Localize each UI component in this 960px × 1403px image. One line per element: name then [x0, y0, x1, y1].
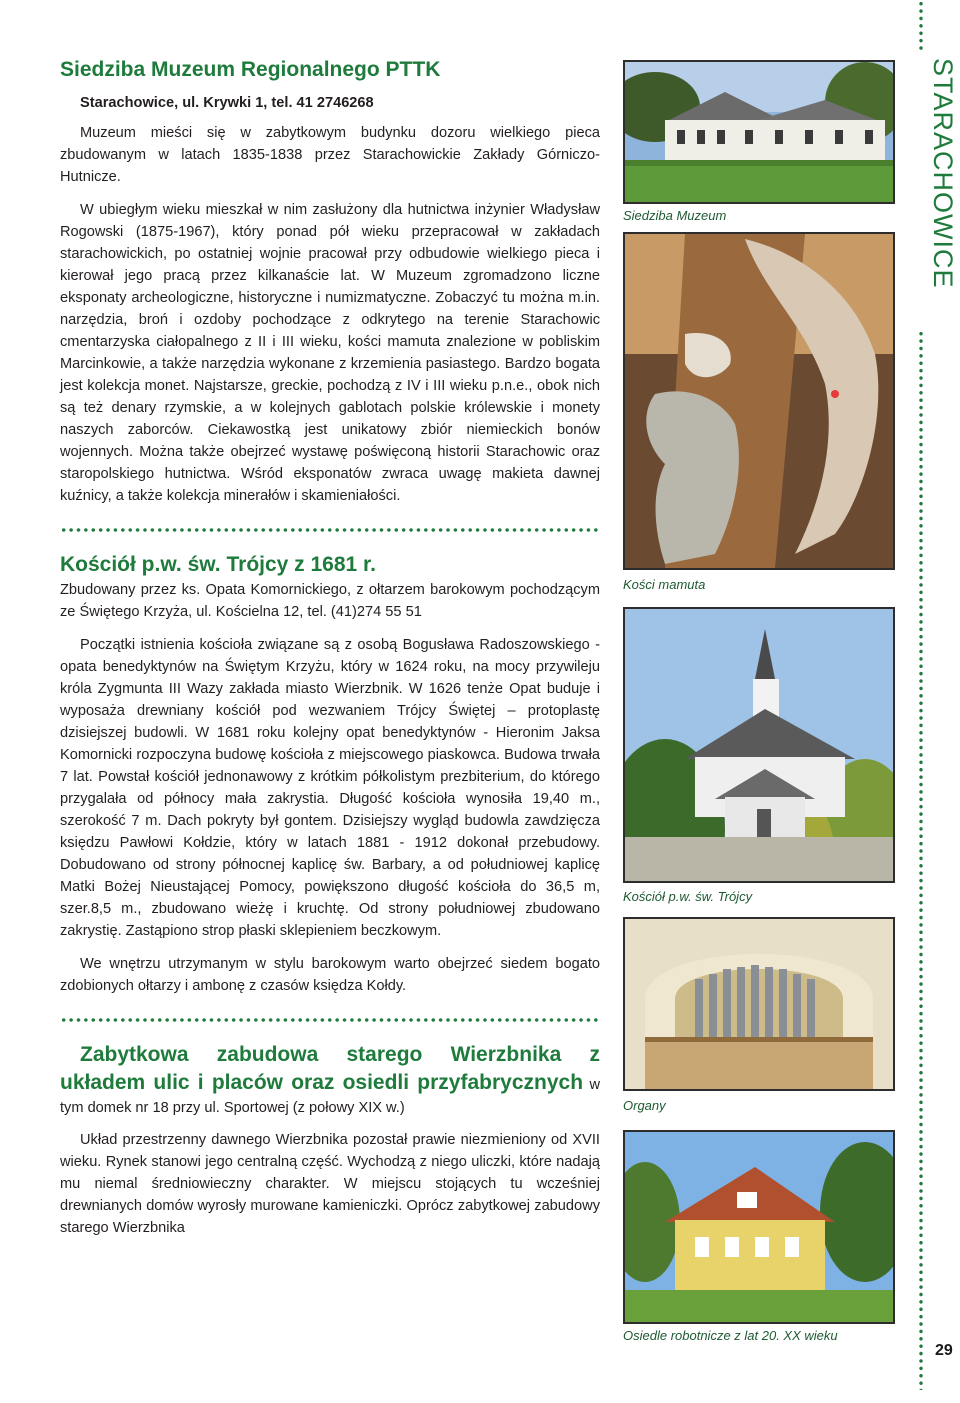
organ-image	[625, 919, 893, 1089]
section-divider	[60, 1017, 600, 1023]
section-museum	[60, 56, 600, 507]
worker-houses-image	[625, 1132, 893, 1322]
section-title-museum: Siedziba Muzeum Regionalnego PTTK	[60, 58, 441, 81]
church-paragraph-3: We wnętrzu utrzymanym w stylu barokowym warto obejrzeć siedem bogato zdobionych ołtarzy i ambonę z czasów księdza Kołdy.	[60, 956, 600, 994]
museum-paragraph-2: W ubiegłym wieku mieszkał w nim zasłużony dla hutnictwa inżynier Władysław Rogowski (1875-1967), który ponad pół wieku przepracował w zakładach starachowickich, po ostatniej wojnie pracował przy odbudowie wielkiego pieca i kierował jego pracą przez kilkanaście lat. W Muzeum zgromadzono liczne eksponaty archeologiczne, historyczne i numizmatyczne. Zobaczyć tu można m.in. narzędzia, broń i ozdoby pochodzące z odkrytego na terenie Starachowic cmentarzyska ciałopalnego z II i III wieku, kości mamuta znalezione w pobliskim Marcinkowie, a także narzędzia wykonane z krzemienia pasiastego. Bardzo bogata jest kolekcja monet. Najstarsze, greckie, pochodzą z IV i III wieku p.n.e., obok nich są też denary rzymskie, a w kolejnych gablotach polskie królewskie i monety naszych zaborców. Ciekawostką jest unikatowy zbiór niemieckich bonów wojennych. Można także obejrzeć wystawę poświęconą historii Starachowic oraz staropolskiego hutnictwa. Wśród eksponatów zwraca uwagę makieta dawnej kuźnicy, a także kolekcja minerałów i skamieniałości.	[60, 202, 600, 504]
church-image	[625, 609, 893, 881]
section-church	[60, 551, 600, 997]
caption-church: Kościół p.w. św. Trójcy	[623, 889, 753, 904]
side-title-text: STARACHOWICE	[928, 58, 958, 289]
church-paragraph-2: Początki istnienia kościoła związane są z osobą Bogusława Radoszowskiego - opata benedyktynów na Świętym Krzyżu, który w 1624 roku, na mocy przywileju króla Zygmunta III Wazy zakłada miasto Wierzbnik. W 1626 tenże Opat buduje i wyposaża drewniany kościół pod wezwaniem Trójcy Świętej – protoplastę dzisiejszej budowli. W 1681 roku kolejny opat benedyktynów - Hieronim Jaksa Komornicki rozpoczyna budowę kościoła z miejscowego piaskowca. Budowa trwała 7 lat. Powstał kościół jednonawowy z krótkim półkolistym prezbiterium, do którego przygalała od północy mała zakrystia. Długość kościoła wynosiła 19,40 m., szerokość 7 m. Dach pokryty był gontem. Dzisiejszy wygląd budowla zawdzięcza księdzu Pawłowi Kołdzie, który w latach 1881 - 1912 dokonał przebudowy. Dobudowano od strony północnej kaplicę św. Barbary, a od południowej kaplicę Matki Bożej Nieustającej Pomocy, powiększono długość kościoła do 36,5 m, szer.8,5 m., zbudowano wieżę i kruchtę. Od strony południowej zbudowano zakrystię. Zastąpiono strop płaski sklepieniem beczkowym.	[60, 637, 600, 939]
photo-houses	[623, 1130, 895, 1324]
caption-bones: Kości mamuta	[623, 577, 706, 592]
section-title-wierzbnik: Zabytkowa zabudowa starego Wierzbnika z układem ulic i placów oraz osiedli przyfabrycznych	[60, 1043, 600, 1094]
caption-organ: Organy	[623, 1098, 666, 1113]
wierzbnik-paragraph-1: Układ przestrzenny dawnego Wierzbnika pozostał prawie niezmieniony od XVII wieku. Rynek stanowi jego centralną część. Wychodzą z niego uliczki, które nadają mu niemal średniowieczny charakter. W miejscu stojących tu wcześniej drewnianych domów wyrosły murowane kamieniczki. Oprócz zabytkowej zabudowy starego Wierzbnika	[60, 1132, 600, 1236]
museum-building-image	[625, 62, 893, 202]
side-title	[918, 58, 958, 358]
caption-museum: Siedziba Muzeum	[623, 208, 727, 223]
text-column	[60, 56, 600, 1239]
museum-address: Starachowice, ul. Krywki 1, tel. 41 2746268	[80, 95, 374, 111]
photo-organ	[623, 917, 895, 1091]
photo-bones	[623, 232, 895, 570]
page-number: 29	[935, 1342, 953, 1359]
section-wierzbnik	[60, 1041, 600, 1239]
photo-church	[623, 607, 895, 883]
church-paragraph-1: Zbudowany przez ks. Opata Komornickiego, z ołtarzem barokowym pochodzącym ze Świętego Krzyża, ul. Kościelna 12, tel. (41)274 55 51	[60, 582, 600, 620]
section-title-church: Kościół p.w. św. Trójcy z 1681 r.	[60, 553, 376, 576]
section-divider	[60, 527, 600, 533]
museum-paragraph-1: Muzeum mieści się w zabytkowym budynku dozoru wielkiego pieca zbudowanym w latach 1835-1838 przez Starachowickie Zakłady Górniczo-Hutnicze.	[60, 125, 600, 185]
photo-museum	[623, 60, 895, 204]
caption-houses: Osiedle robotnicze z lat 20. XX wieku	[623, 1328, 838, 1343]
mammoth-bones-image	[625, 234, 893, 568]
wierzbnik-title-tail: w tym domek nr 18 przy ul. Sportowej (z połowy XIX w.)	[60, 1077, 600, 1116]
side-dotted-rule-top	[918, 0, 924, 50]
wierzbnik-heading	[60, 1041, 600, 1119]
side-dotted-rule	[918, 330, 924, 1390]
